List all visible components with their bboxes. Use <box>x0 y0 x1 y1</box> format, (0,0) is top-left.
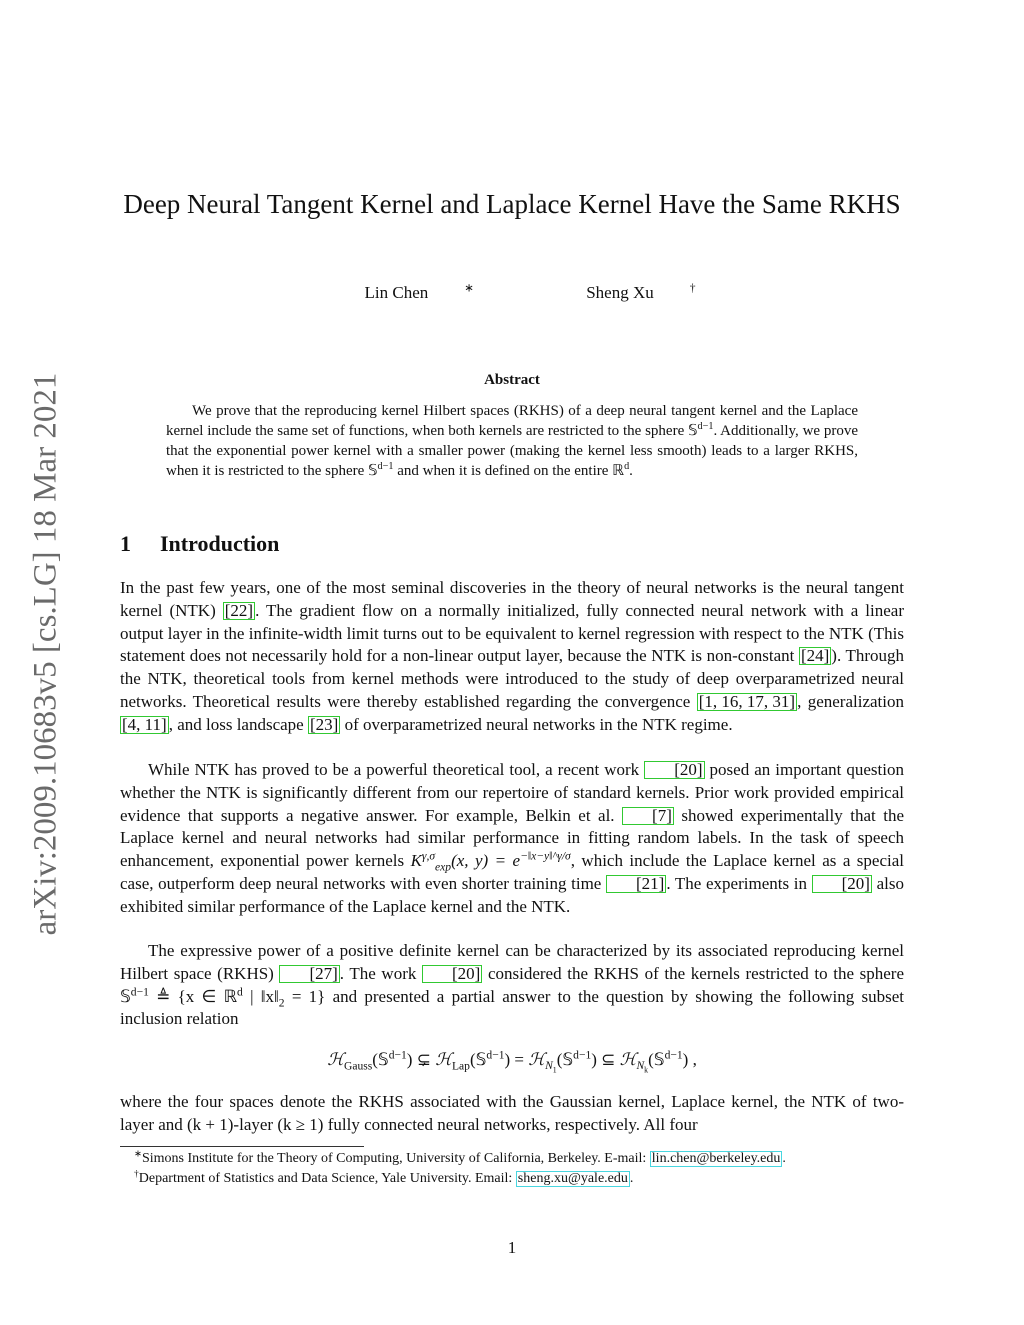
citation-link[interactable]: [21] <box>606 875 666 893</box>
paragraph: In the past few years, one of the most seminal discoveries in the theory of neural networks is the neural tangent kernel (NTK) [22] . The gradient flow on a normally initialized, fully connected neural network with a linear output layer in the infinite-width limit turns out to be equivalent to kernel regression with respect to the NTK (This statement does not necessarily hold for a non-linear output layer, because the NTK is non-constant [24] ). Through the NTK, theoretical tools from kernel methods were introduced to the study of deep overparametrized neural networks. Theoretical results were thereby established regarding the convergence [1, 16, 17, 31] , generalization [4, 11] , and loss landscape [23] of overparametrized neural networks in the NTK regime. <box>120 578 904 734</box>
email-link[interactable]: lin.chen@berkeley.edu <box>651 1151 781 1166</box>
author: Sheng Xu † <box>586 281 696 302</box>
citation-link[interactable]: [7] <box>622 807 674 825</box>
section-heading: 1 Introduction <box>120 531 280 556</box>
author: Lin Chen ∗ <box>364 281 474 302</box>
citation-link[interactable]: [22] <box>224 600 254 620</box>
abstract-heading: Abstract <box>484 372 540 388</box>
math-inline: 𝕊$^{d-1}$ ≜ {x ∈ ℝ$^d$ | $‖x‖_2 = 1$} <box>120 984 326 1009</box>
citation-link[interactable]: [23] <box>309 714 339 734</box>
paragraph: The expressive power of a positive definite kernel can be characterized by its associated reproducing kernel Hilbert space (RKHS) [27] . The work [20] considered the RKHS of the kernels restricted to the sphere 𝕊$^{d-1}$ ≜ {x ∈ ℝ$^d$ | $‖x‖_2 = 1$} and presented a partial answer to the question by showing the following subset inclusion relation <box>120 941 905 1029</box>
citation-link[interactable]: [4, 11] <box>122 714 167 734</box>
citation-link[interactable]: [20] <box>644 761 704 779</box>
citation-link[interactable]: [20] <box>422 965 482 983</box>
footnote: ∗Simons Institute for the Theory of Computing, University of California, Berkeley. E-mail: lin.chen@berkeley.edu . <box>134 1149 786 1166</box>
email-link[interactable]: sheng.xu@yale.edu <box>517 1171 628 1186</box>
footnote-divider <box>120 1146 364 1147</box>
author-list <box>120 283 904 303</box>
footnote: †Department of Statistics and Data Science, Yale University. Email: sheng.xu@yale.edu . <box>134 1169 634 1186</box>
arxiv-identifier: arXiv:2009.10683v5 [cs.LG] 18 Mar 2021 <box>27 372 64 936</box>
paper-title: Deep Neural Tangent Kernel and Laplace Kernel Have the Same RKHS <box>123 189 901 219</box>
math-inline: $K^{\gamma,\sigma}_{exp}(x$, $y) = e^{-‖x-y‖\^{}\gamma/\sigma}$ <box>410 849 571 874</box>
citation-link[interactable]: [1, 16, 17, 31] <box>698 691 796 711</box>
paragraph: While NTK has proved to be a powerful theoretical tool, a recent work [20] posed an important question whether the NTK is significantly different from our repertoire of standard kernels. Prior work provided empirical evidence that supports a negative answer. For example, Belkin et al. [7] showed experimentally that the Laplace kernel and neural networks had similar performance in fitting random labels. In the task of speech enhancement, exponential power kernels $K^{\gamma,\sigma}_{exp}(x$, $y) = e^{-‖x-y‖\^{}\gamma/\sigma}$, which include the Laplace kernel as a special case, outperform deep neural networks with even shorter training time [21] . The experiments in [20] also exhibited similar performance of the Laplace kernel and the NTK. <box>120 760 904 916</box>
display-equation: ℋ$_{Gauss}$(𝕊$^{d-1}$) ⊊ ℋ$_{Lap}$(𝕊$^{d-1}$) = ℋ$_{N_1}$(𝕊$^{d-1}$) ⊆ ℋ$_{N_k}$(𝕊$^{d-1}$) , <box>327 1048 697 1075</box>
page-number: 1 <box>507 1238 517 1257</box>
abstract-text: We prove that the reproducing kernel Hilbert spaces (RKHS) of a deep neural tangent kernel and the Laplace kernel include the same set of functions, when both kernels are restricted to the sphere 𝕊$^{d-1}$. Additionally, we prove that the exponential power kernel with a smaller power (making the kernel less smooth) leads to a larger RKHS, when it is restricted to the sphere 𝕊$^{d-1}$ and when it is defined on the entire ℝ$^d$. <box>166 403 858 479</box>
paragraph: where the four spaces denote the RKHS associated with the Gaussian kernel, Laplace kernel, the NTK of two-layer and (k + 1)-layer (k ≥ 1) fully connected neural networks, respectively. All four <box>120 1092 904 1134</box>
footnotes <box>134 1149 904 1189</box>
citation-link[interactable]: [20] <box>812 875 872 893</box>
citation-link[interactable]: [27] <box>279 965 339 983</box>
citation-link[interactable]: [24] <box>800 646 830 666</box>
